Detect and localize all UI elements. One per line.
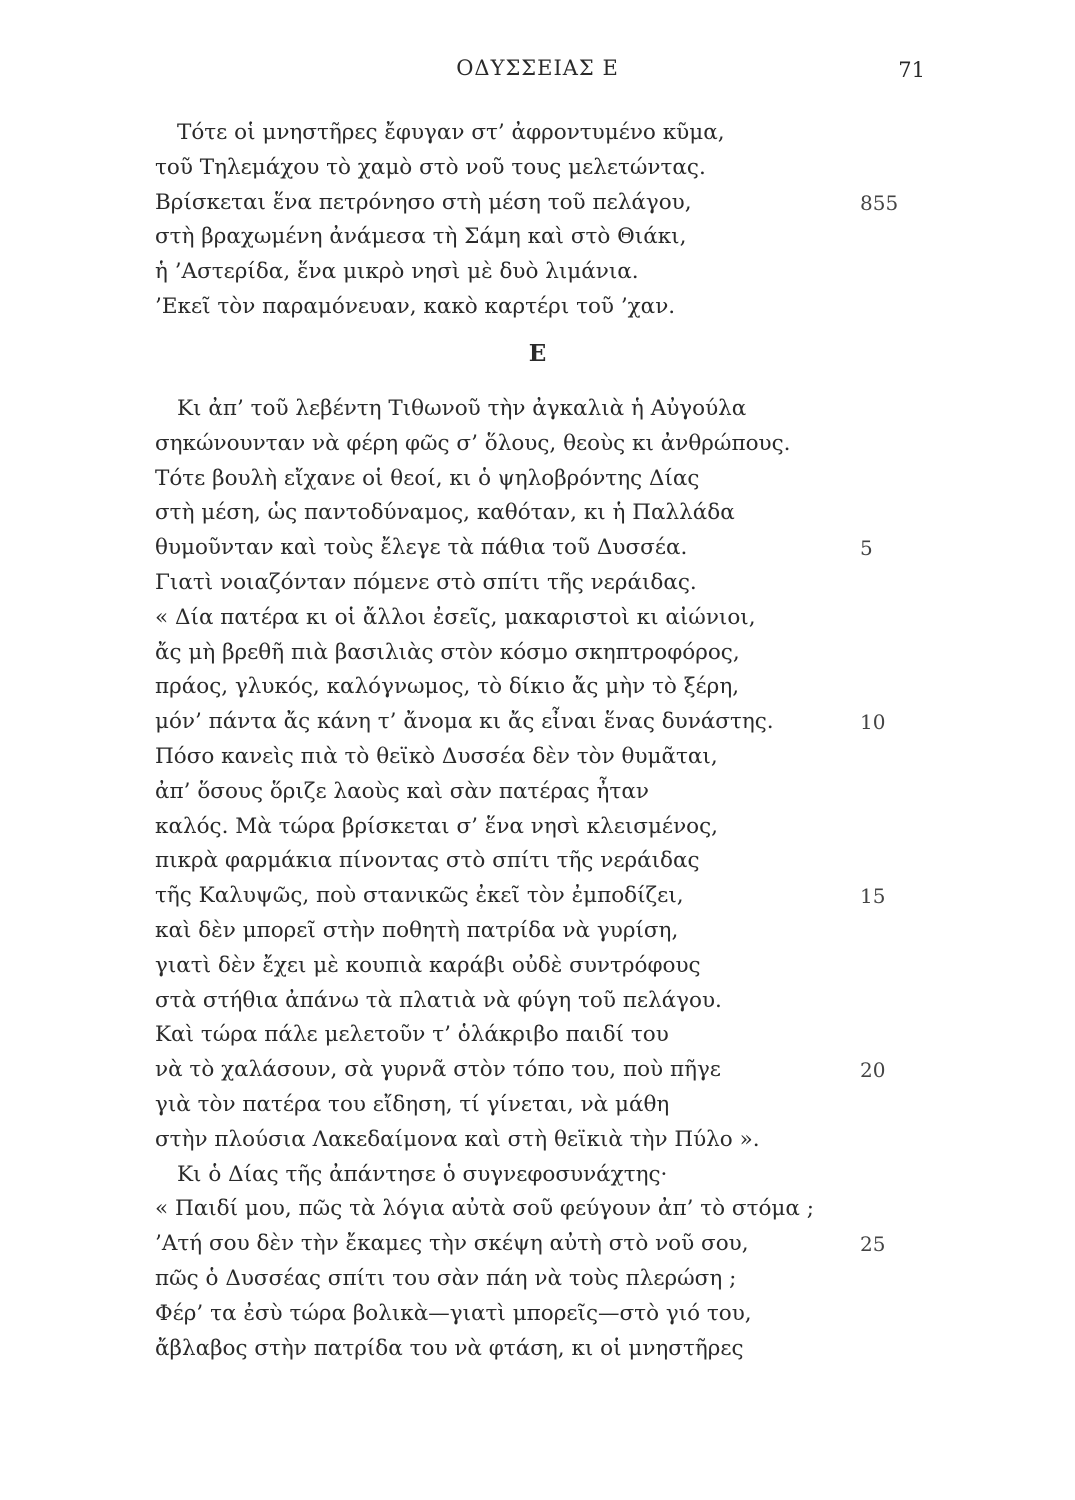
verse-line [155,670,855,705]
line-number: 15 [860,884,886,909]
verse-text: πικρὰ φαρμάκια πίνοντας στὸ σπίτι τῆς νεράιδας [155,848,700,874]
verse-line [155,151,855,186]
verse-text: Τότε οἱ μνηστῆρες ἔφυγαν στ’ ἀφροντυμένο κῦμα, [177,120,725,145]
verse-line [155,775,855,810]
verse-text: « Παιδί μου, πῶς τὰ λόγια αὐτὰ σοῦ φεύγουν ἀπ’ τὸ στόμα ; [155,1196,815,1222]
verse-text: πῶς ὁ Δυσσέας σπίτι του σὰν πάη νὰ τοὺς πλερώση ; [155,1265,737,1291]
verse-line [155,392,855,427]
verse-line [155,1088,855,1123]
verse-line [155,427,855,462]
line-number: 5 [860,536,873,561]
verse-text: σηκώνουνταν νὰ φέρη φῶς σ’ ὅλους, θεοὺς κι ἀνθρώπους. [155,430,791,456]
verse-text: καὶ δὲν μπορεῖ στὴν ποθητὴ πατρίδα νὰ γυρίση, [155,917,679,943]
running-title: ΟΔΥΣΣΕΙΑΣ Ε [456,56,619,80]
verse-text: τῆς Καλυψῶς, ποὺ στανικῶς ἐκεῖ τὸν ἐμποδίζει, [155,883,684,909]
verse-text: καλός. Μὰ τώρα βρίσκεται σ’ ἕνα νησὶ κλεισμένος, [155,813,718,839]
verse-text: Γιατὶ νοιαζόνταν πόμενε στὸ σπίτι τῆς νεράιδας. [155,569,697,595]
verse-text: ’Ατή σου δὲν τὴν ἔκαμες τὴν σκέψη αὐτὴ στὸ νοῦ σου, [155,1231,749,1257]
verse-text: στὴ βραχωμένη ἀνάμεσα τὴ Σάμη καὶ στὸ Θιάκι, [155,224,687,250]
verse-line [155,705,886,740]
line-number: 10 [860,710,886,735]
book-verses [155,392,886,1366]
verse-line [155,1158,855,1193]
verse-line [155,1262,855,1297]
verse-line [155,1297,855,1332]
verse-text: Κι ὁ Δίας τῆς ἀπάντησε ὁ συγνεφοσυνάχτης· [177,1161,668,1187]
verse-text: θυμοῦνταν καὶ τοὺς ἔλεγε τὰ πάθια τοῦ Δυσσέα. [155,535,688,561]
verse-text: ἀπ’ ὅσους ὅριζε λαοὺς καὶ σὰν πατέρας ἦταν [155,778,649,804]
verse-line [155,1018,855,1053]
verse-text: γιατὶ δὲν ἔχει μὲ κουπιὰ καράβι οὐδὲ συντρόφους [155,952,701,978]
verse-line [155,531,873,566]
verse-line [155,1123,855,1158]
verse-line [155,566,855,601]
verse-line [155,984,855,1019]
verse-line [155,914,855,949]
verse-text: στὰ στήθια ἀπάνω τὰ πλατιὰ νὰ φύγη τοῦ πελάγου. [155,987,722,1013]
verse-line [155,186,899,221]
verse-line [155,1227,886,1262]
verse-line [155,601,855,636]
verse-text: γιὰ τὸν πατέρα του εἴδηση, τί γίνεται, νὰ μάθη [155,1091,670,1117]
verse-text: νὰ τὸ χαλάσουν, σὰ γυρνᾶ στὸν τόπο του, ποὺ πῆγε [155,1057,721,1083]
verse-text: Καὶ τώρα πάλε μελετοῦν τ’ ὁλάκριβο παιδί του [155,1022,669,1048]
line-number: 855 [860,190,899,215]
verse-text: στὴν πλούσια Λακεδαίμονα καὶ στὴ θεϊκιὰ τὴν Πύλο ». [155,1126,760,1152]
verse-line [155,290,855,325]
verse-line [155,844,855,879]
verse-text: Κι ἀπ’ τοῦ λεβέντη Τιθωνοῦ τὴν ἀγκαλιὰ ἡ Αὐγούλα [177,396,747,421]
verse-line [155,496,855,531]
verse-line [155,116,855,151]
verse-text: ἡ ’Αστερίδα, ἕνα μικρὸ νησὶ μὲ δυὸ λιμάνια. [155,259,639,285]
verse-text: στὴ μέση, ὡς παντοδύναμος, καθόταν, κι ἡ Παλλάδα [155,500,735,526]
verse-text: ἄς μὴ βρεθῆ πιὰ βασιλιὰς στὸν κόσμο σκηπτροφόρος, [155,639,740,665]
verse-text: ἄβλαβος στὴν πατρίδα του νὰ φτάση, κι οἱ μνηστῆρες [155,1335,744,1361]
book-heading: Ε [528,340,547,367]
verse-line [155,810,855,845]
verse-text: ’Εκεῖ τὸν παραμόνευαν, κακὸ καρτέρι τοῦ ’χαν. [155,293,676,319]
verse-text: πράος, γλυκός, καλόγνωμος, τὸ δίκιο ἄς μὴν τὸ ξέρη, [155,674,740,700]
verse-text: μόν’ πάντα ἄς κάνη τ’ ἄνομα κι ἄς εἶναι ἕνας δυνάστης. [155,709,774,735]
verse-text: Βρίσκεται ἕνα πετρόνησο στὴ μέση τοῦ πελάγου, [155,189,692,215]
prelude-verses [155,116,899,325]
page-number: 71 [898,58,925,82]
verse-line [155,220,855,255]
verse-text: Φέρ’ τα ἐσὺ τώρα βολικὰ—γιατὶ μπορεῖς—στὸ γιό του, [155,1300,752,1326]
verse-text: Πόσο κανεὶς πιὰ τὸ θεϊκὸ Δυσσέα δὲν τὸν θυμᾶται, [155,743,718,769]
line-number: 25 [860,1232,886,1257]
verse-line [155,1192,855,1227]
verse-text: Τότε βουλὴ εἴχανε οἱ θεοί, κι ὁ ψηλοβρόντης Δίας [155,465,700,491]
verse-line [155,1332,855,1367]
verse-line [155,255,855,290]
verse-line [155,879,886,914]
verse-line [155,949,855,984]
verse-text: « Δία πατέρα κι οἱ ἄλλοι ἐσεῖς, μακαριστοὶ κι αἰώνιοι, [155,604,756,630]
verse-line [155,636,855,671]
verse-line [155,1053,886,1088]
line-number: 20 [860,1058,886,1083]
verse-line [155,462,855,497]
verse-line [155,740,855,775]
verse-text: τοῦ Τηλεμάχου τὸ χαμὸ στὸ νοῦ τους μελετώντας. [155,154,706,180]
